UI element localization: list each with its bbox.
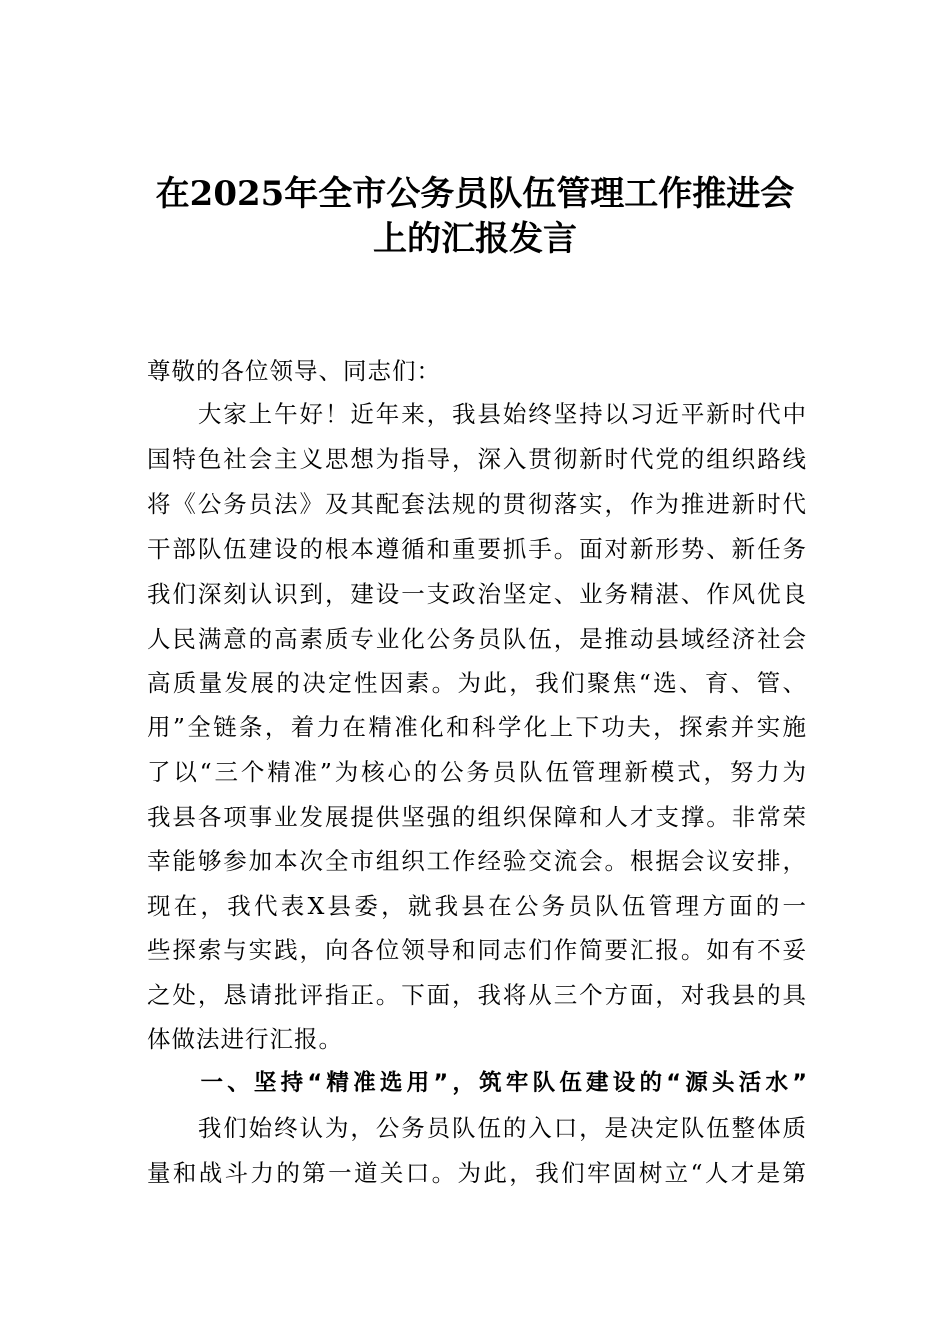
paragraph1-line: 人民满意的高素质专业化公务员队伍，是推动县域经济社会 [147, 625, 807, 653]
paragraph1-line: 大家上午好！近年来，我县始终坚持以习近平新时代中 [147, 400, 807, 428]
section1-heading: 一、坚持“精准选用”，筑牢队伍建设的“源头活水” [147, 1070, 807, 1096]
paragraph1-line: 我们深刻认识到，建设一支政治坚定、业务精湛、作风优良 [147, 580, 807, 608]
document-title-line-1: 在2025年全市公务员队伍管理工作推进会 [155, 174, 795, 214]
salutation: 尊敬的各位领导、同志们： [147, 357, 441, 385]
paragraph1-line: 些探索与实践，向各位领导和同志们作简要汇报。如有不妥 [147, 936, 807, 964]
paragraph1-line: 高质量发展的决定性因素。为此，我们聚焦“选、育、管、 [147, 669, 807, 697]
paragraph2-line: 我们始终认为，公务员队伍的入口，是决定队伍整体质 [147, 1114, 807, 1142]
paragraph1-line: 了以“三个精准”为核心的公务员队伍管理新模式，努力为 [147, 758, 807, 786]
paragraph1-line: 现在，我代表X县委，就我县在公务员队伍管理方面的一 [147, 892, 807, 920]
paragraph1-line: 用”全链条，着力在精准化和科学化上下功夫，探索并实施 [147, 713, 807, 741]
paragraph2-line: 量和战斗力的第一道关口。为此，我们牢固树立“人才是第 [147, 1159, 807, 1187]
paragraph1-line: 之处，恳请批评指正。下面，我将从三个方面，对我县的具 [147, 981, 807, 1009]
document-title-line-2: 上的汇报发言 [373, 219, 577, 259]
paragraph1-line: 国特色社会主义思想为指导，深入贯彻新时代党的组织路线 [147, 445, 807, 473]
paragraph1-line: 将《公务员法》及其配套法规的贯彻落实，作为推进新时代 [147, 490, 807, 518]
paragraph1-line: 幸能够参加本次全市组织工作经验交流会。根据会议安排， [147, 847, 807, 875]
paragraph1-line: 体做法进行汇报。 [147, 1025, 343, 1053]
paragraph1-line: 我县各项事业发展提供坚强的组织保障和人才支撑。非常荣 [147, 803, 807, 831]
paragraph1-line: 干部队伍建设的根本遵循和重要抓手。面对新形势、新任务 [147, 535, 807, 563]
